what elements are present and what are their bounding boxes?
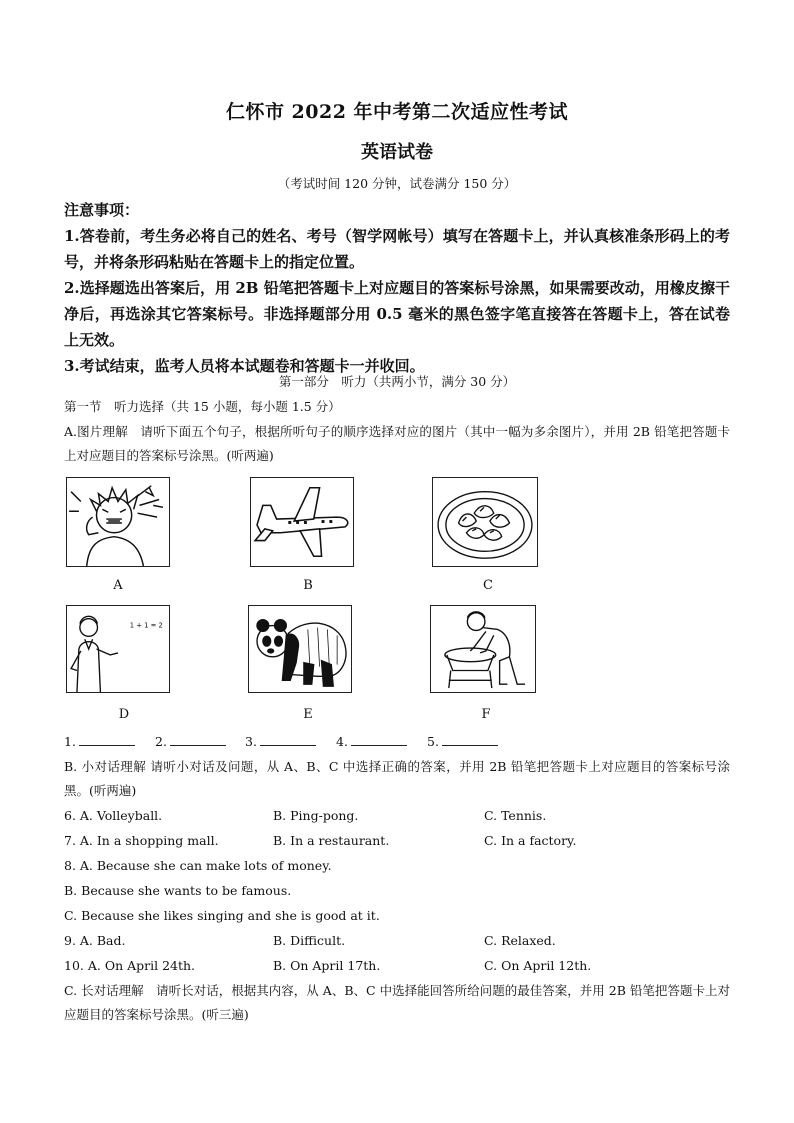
picture-d [66, 605, 170, 693]
sectionB-instructions: B. 小对话理解 请听小对话及问题，从 A、B、C 中选择正确的答案，并用 2B 铅笔把答题卡上对应题目的答案标号涂黑。(听两遍) [64, 759, 730, 798]
answer-blank-3[interactable]: 3. [245, 733, 316, 751]
picture-label-b: B [303, 578, 313, 593]
q10-option-c: C. On April 12th. [484, 958, 592, 973]
notes-block [64, 197, 730, 379]
picture-f [430, 605, 536, 693]
section1-heading: 第一节 听力选择（共 15 小题，每小题 1.5 分） [64, 399, 341, 414]
q9-option-b: B. Difficult. [273, 933, 346, 948]
q7-option-b: B. In a restaurant. [273, 833, 390, 848]
sectionC-instructions: C. 长对话理解 请听长对话，根据其内容，从 A、B、C 中选择能回答所给问题的最佳答案，并用 2B 铅笔把答题卡上对应题目的答案标号涂黑。(听三遍) [64, 983, 730, 1022]
q9-option-a: 9. A. Bad. [64, 933, 126, 948]
picture-label-d: D [118, 707, 130, 722]
answer-blank-4[interactable]: 4. [336, 733, 407, 751]
picture-e [248, 605, 352, 693]
answer-blank-5[interactable]: 5. [427, 733, 498, 751]
note-item-1: 1.答卷前，考生务必将自己的姓名、考号（智学网帐号）填写在答题卡上，并认真核准条形码上的考号，并将条形码粘贴在答题卡上的指定位置。 [64, 227, 730, 271]
picture-label-c: C [483, 578, 493, 593]
answer-blank-2[interactable]: 2. [155, 733, 226, 751]
panda-icon [249, 606, 351, 692]
q10-option-a: 10. A. On April 24th. [64, 958, 196, 973]
q9-option-c: C. Relaxed. [484, 933, 556, 948]
exam-info: （考试时间 120 分钟，试卷满分 150 分） [277, 176, 517, 191]
picture-a [66, 477, 170, 567]
headache-man-icon [67, 478, 169, 566]
picture-label-f: F [481, 707, 491, 722]
teacher-at-board-icon [67, 606, 169, 692]
q7-option-c: C. In a factory. [484, 833, 577, 848]
picture-label-a: A [113, 578, 123, 593]
part1-heading: 第一部分 听力（共两小节，满分 30 分） [278, 374, 516, 389]
exam-subject: 英语试卷 [361, 142, 433, 163]
answer-blank-1[interactable]: 1. [64, 733, 135, 751]
picture-b [250, 477, 354, 567]
notes-heading: 注意事项： [64, 201, 140, 219]
q8-option-a: 8. A. Because she can make lots of money. [64, 858, 332, 873]
q6-option-a: 6. A. Volleyball. [64, 808, 163, 823]
exam-title: 仁怀市 2022 年中考第二次适应性考试 [225, 101, 569, 123]
q6-option-b: B. Ping-pong. [273, 808, 359, 823]
boy-washing-clothes-icon [431, 606, 535, 692]
note-item-3: 3.考试结束，监考人员将本试题卷和答题卡一并收回。 [64, 357, 425, 375]
q10-option-b: B. On April 17th. [273, 958, 381, 973]
sectionA-instructions: A.图片理解 请听下面五个句子，根据所听句子的顺序选择对应的图片（其中一幅为多余图片），并用 2B 铅笔把答题卡上对应题目的答案标号涂黑。(听两遍) [64, 424, 730, 463]
q8-option-c: C. Because she likes singing and she is good at it. [64, 908, 380, 923]
q7-option-a: 7. A. In a shopping mall. [64, 833, 219, 848]
airplane-icon [251, 478, 353, 566]
picture-label-e: E [303, 707, 313, 722]
q8-option-b: B. Because she wants to be famous. [64, 883, 292, 898]
plate-of-dumplings-icon [433, 478, 537, 566]
q6-option-c: C. Tennis. [484, 808, 547, 823]
picture-c [432, 477, 538, 567]
board-equation: 1 + 1 = 2 [129, 621, 163, 630]
note-item-2: 2.选择题选出答案后，用 2B 铅笔把答题卡上对应题目的答案标号涂黑，如果需要改动，用橡皮擦干净后，再选涂其它答案标号。非选择题部分用 0.5 毫米的黑色签字笔直接答在答题卡上，答在试卷上无效。 [64, 279, 730, 349]
